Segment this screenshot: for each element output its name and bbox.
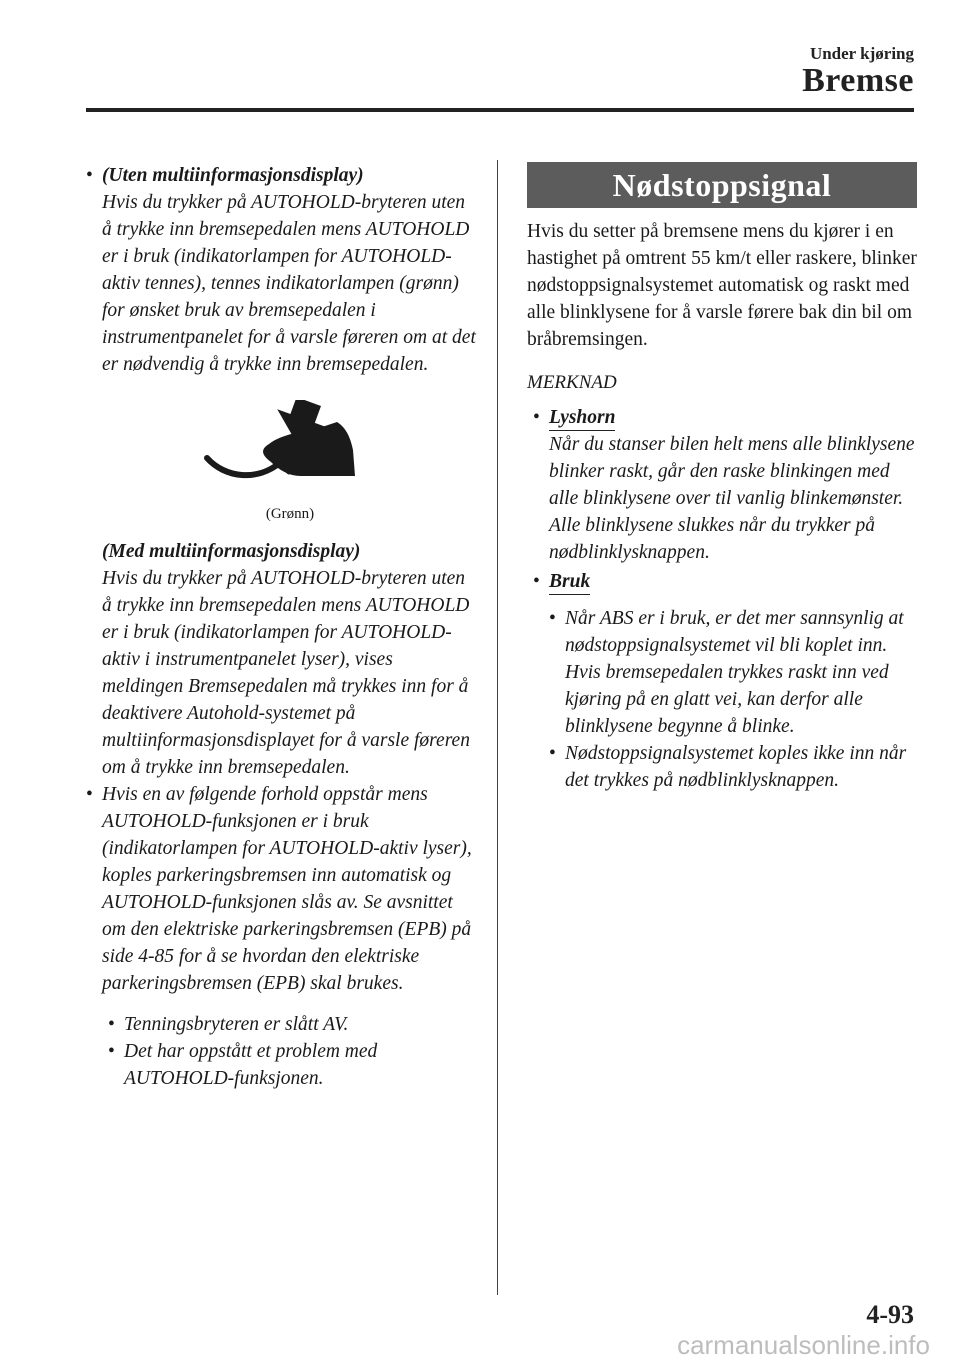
sub-item-text: Det har oppstått et problem med AUTOHOLD-funksjonen. (124, 1041, 378, 1089)
bullet: • (108, 1041, 115, 1062)
intro-paragraph: Hvis du setter på bremsene mens du kjører i en hastighet på omtrent 55 km/t eller raskere, blinker nødstoppsignalsystemet automatisk og raskt med alle blinklysene for å varsle førere bak din bil om bråbremsingen. (527, 221, 917, 350)
brake-pedal-foot-icon (197, 400, 367, 490)
left-column (86, 162, 478, 1092)
list-item (86, 538, 478, 781)
indicator-figure (86, 400, 478, 498)
block-heading: (Uten multiinformasjonsdisplay) (102, 165, 364, 186)
bullet: • (86, 165, 93, 186)
sub-list-item (108, 1038, 478, 1092)
header-rule (86, 108, 914, 112)
page-number: 4-93 (866, 1300, 914, 1329)
bullet: • (86, 784, 93, 805)
bullet: • (549, 608, 556, 629)
note-label: MERKNAD (527, 372, 617, 393)
bullet: • (108, 1014, 115, 1035)
section-banner: Nødstoppsignal (527, 162, 917, 208)
icon-caption: (Grønn) (265, 506, 315, 522)
bullet: • (533, 407, 540, 428)
note-item (533, 404, 917, 566)
sub-item-text: Når ABS er i bruk, er det mer sannsynlig at nødstoppsignalsystemet vil bli koplet inn. Hvis bremsepedalen trykkes raskt inn ved kjøring på en glatt vei, kan derfor alle blinklysene begynne å blinke. (565, 608, 904, 737)
column-divider (497, 160, 498, 1295)
page-title: Bremse (802, 62, 914, 99)
sub-item-text: Tenningsbryteren er slått AV. (124, 1014, 349, 1035)
list-item (86, 781, 478, 1092)
sub-item-text: Nødstoppsignalsystemet koples ikke inn når det trykkes på nødblinklysknappen. (565, 743, 907, 791)
block-text: Hvis du trykker på AUTOHOLD-bryteren uten å trykke inn bremsepedalen mens AUTOHOLD er i bruk (indikatorlampen for AUTOHOLD-aktiv i instrumentpanelet lyser), vises meldingen Bremsepedalen må trykkes inn for å deaktivere Autohold-systemet på multiinformasjonsdisplayet for å varsle føreren om å trykke inn bremsepedalen. (102, 568, 470, 778)
chapter-label: Under kjøring (809, 44, 914, 63)
sub-list-item (549, 605, 917, 740)
block-text: Hvis en av følgende forhold oppstår mens AUTOHOLD-funksjonen er i bruk (indikatorlampen for AUTOHOLD-aktiv lyser), koples parkeringsbremsen inn automatisk og AUTOHOLD-funksjonen slås av. Se avsnittet om den elektriske parkeringsbremsen (EPB) på side 4-85 for å se hvordan den elektriske parkeringsbremsen (EPB) skal brukes. (102, 784, 472, 994)
bullet: • (533, 571, 540, 592)
bullet: • (549, 743, 556, 764)
block-text: Hvis du trykker på AUTOHOLD-bryteren uten å trykke inn bremsepedalen mens AUTOHOLD er i bruk (indikatorlampen for AUTOHOLD-aktiv tennes), tennes indikatorlampen (grønn) for ønsket bruk av bremsepedalen i instrumentpanelet for å varsle føreren om at det er nødvendig å trykke inn bremsepedalen. (102, 192, 476, 375)
sub-list-item (108, 1011, 478, 1038)
watermark: carmanualsonline.info (677, 1330, 930, 1360)
note-heading: Lyshorn (549, 406, 615, 431)
sub-list-item (549, 740, 917, 794)
note-text: Når du stanser bilen helt mens alle blinklysene blinker raskt, går den raske blinkingen med alle blinklysene over til vanlig blinkemønster. Alle blinklysene slukkes når du trykker på nødblinklysknappen. (549, 434, 915, 563)
right-column (527, 162, 917, 794)
list-item (86, 162, 478, 378)
block-heading: (Med multiinformasjonsdisplay) (102, 541, 361, 562)
note-item (533, 568, 917, 794)
note-heading: Bruk (549, 570, 590, 595)
